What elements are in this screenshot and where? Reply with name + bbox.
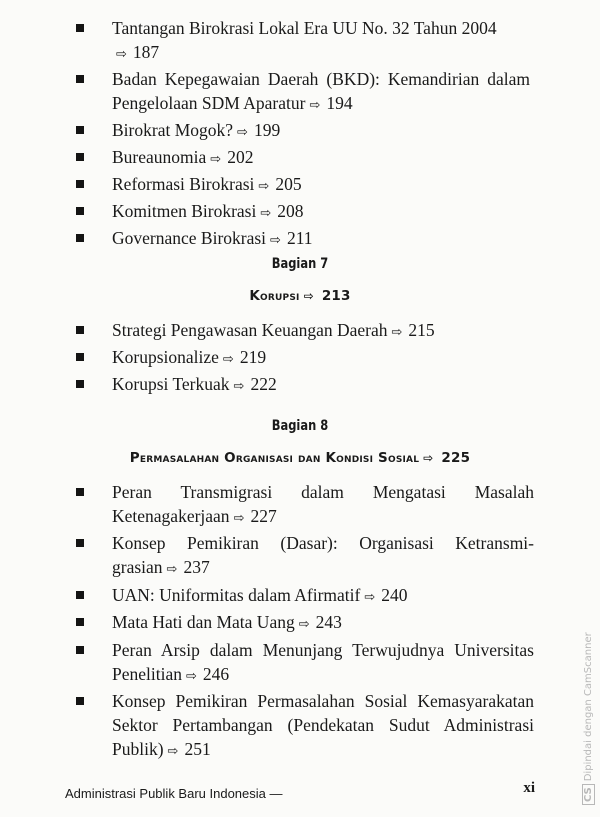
arrow-icon: ⇨: [270, 233, 281, 248]
bullet-icon: [76, 488, 84, 496]
arrow-icon: ⇨: [185, 668, 197, 684]
toc-item[interactable]: Badan Kepegawaian Daerah (BKD): Kemandirian dalam Pengelolaan SDM Aparatur ⇨ 194: [74, 67, 530, 118]
arrow-icon: ⇨: [233, 379, 245, 394]
toc-item[interactable]: Bureaunomia ⇨ 202: [74, 145, 530, 172]
toc-item[interactable]: Tantangan Birokrasi Lokal Era UU No. 32 Tahun 2004 ⇨ 187: [74, 16, 530, 67]
arrow-icon: ⇨: [260, 206, 272, 221]
bullet-icon: [76, 618, 84, 626]
arrow-icon: ⇨: [237, 125, 248, 140]
arrow-icon: ⇨: [258, 179, 270, 194]
toc-list-continued: [74, 16, 530, 253]
camscanner-icon: CS: [582, 784, 595, 805]
arrow-icon: ⇨: [116, 47, 127, 62]
bullet-icon: [76, 153, 84, 161]
bullet-icon: [76, 207, 84, 215]
arrow-icon: ⇨: [166, 562, 178, 578]
bullet-icon: [76, 180, 84, 188]
toc-list-part-7: [74, 318, 530, 399]
footer-book-title: Administrasi Publik Baru Indonesia —: [65, 786, 283, 801]
bullet-icon: [76, 126, 84, 134]
arrow-icon: ⇨: [364, 589, 376, 605]
bullet-icon: [76, 591, 84, 599]
arrow-icon: ⇨: [298, 617, 310, 633]
arrow-icon: ⇨: [222, 352, 234, 367]
toc-item[interactable]: Peran Transmigrasi dalam Mengatasi Masalah Ketenagakerjaan ⇨ 227: [74, 480, 534, 531]
arrow-icon: ⇨: [303, 289, 314, 303]
bullet-icon: [76, 380, 84, 388]
scanner-watermark: CSDipindai dengan CamScanner: [582, 632, 595, 805]
arrow-icon: ⇨: [167, 743, 179, 759]
toc-item[interactable]: Konsep Pemikiran (Dasar): Organisasi Ketransmi-grasian ⇨ 237: [74, 531, 534, 582]
part-heading-8[interactable]: Permasalahan Organisasi dan Kondisi Sosial ⇨ 225: [129, 450, 471, 466]
part-label-7: Bagian 7: [271, 256, 329, 272]
toc-item[interactable]: Mata Hati dan Mata Uang ⇨ 243: [74, 610, 534, 637]
part-heading-7[interactable]: Korupsi ⇨ 213: [249, 288, 351, 304]
bullet-icon: [76, 353, 84, 361]
bullet-icon: [76, 697, 84, 705]
toc-list-part-8: [74, 480, 534, 764]
part-label-8: Bagian 8: [271, 418, 329, 434]
bullet-icon: [76, 234, 84, 242]
toc-item[interactable]: UAN: Uniformitas dalam Afirmatif ⇨ 240: [74, 583, 534, 610]
toc-item[interactable]: Reformasi Birokrasi ⇨ 205: [74, 172, 530, 199]
bullet-icon: [76, 75, 84, 83]
toc-item[interactable]: Komitmen Birokrasi ⇨ 208: [74, 199, 530, 226]
toc-item[interactable]: Governance Birokrasi ⇨ 211: [74, 226, 530, 253]
bullet-icon: [76, 326, 84, 334]
arrow-icon: ⇨: [423, 451, 434, 465]
footer-page-number: xi: [523, 780, 535, 796]
toc-item[interactable]: Birokrat Mogok? ⇨ 199: [74, 118, 530, 145]
toc-item[interactable]: Korupsionalize ⇨ 219: [74, 345, 530, 372]
bullet-icon: [76, 539, 84, 547]
arrow-icon: ⇨: [309, 98, 321, 113]
arrow-icon: ⇨: [391, 325, 403, 340]
toc-item[interactable]: Peran Arsip dalam Menunjang Terwujudnya Universitas Penelitian ⇨ 246: [74, 638, 534, 689]
arrow-icon: ⇨: [210, 152, 222, 167]
arrow-icon: ⇨: [233, 511, 245, 526]
bullet-icon: [76, 646, 84, 654]
toc-item[interactable]: Korupsi Terkuak ⇨ 222: [74, 372, 530, 399]
bullet-icon: [76, 24, 84, 32]
toc-item[interactable]: Strategi Pengawasan Keuangan Daerah ⇨ 215: [74, 318, 530, 345]
toc-item[interactable]: Konsep Pemikiran Permasalahan Sosial Kemasyarakatan Sektor Pertambangan (Pendekatan Sudut Administrasi Publik) ⇨ 251: [74, 689, 534, 764]
